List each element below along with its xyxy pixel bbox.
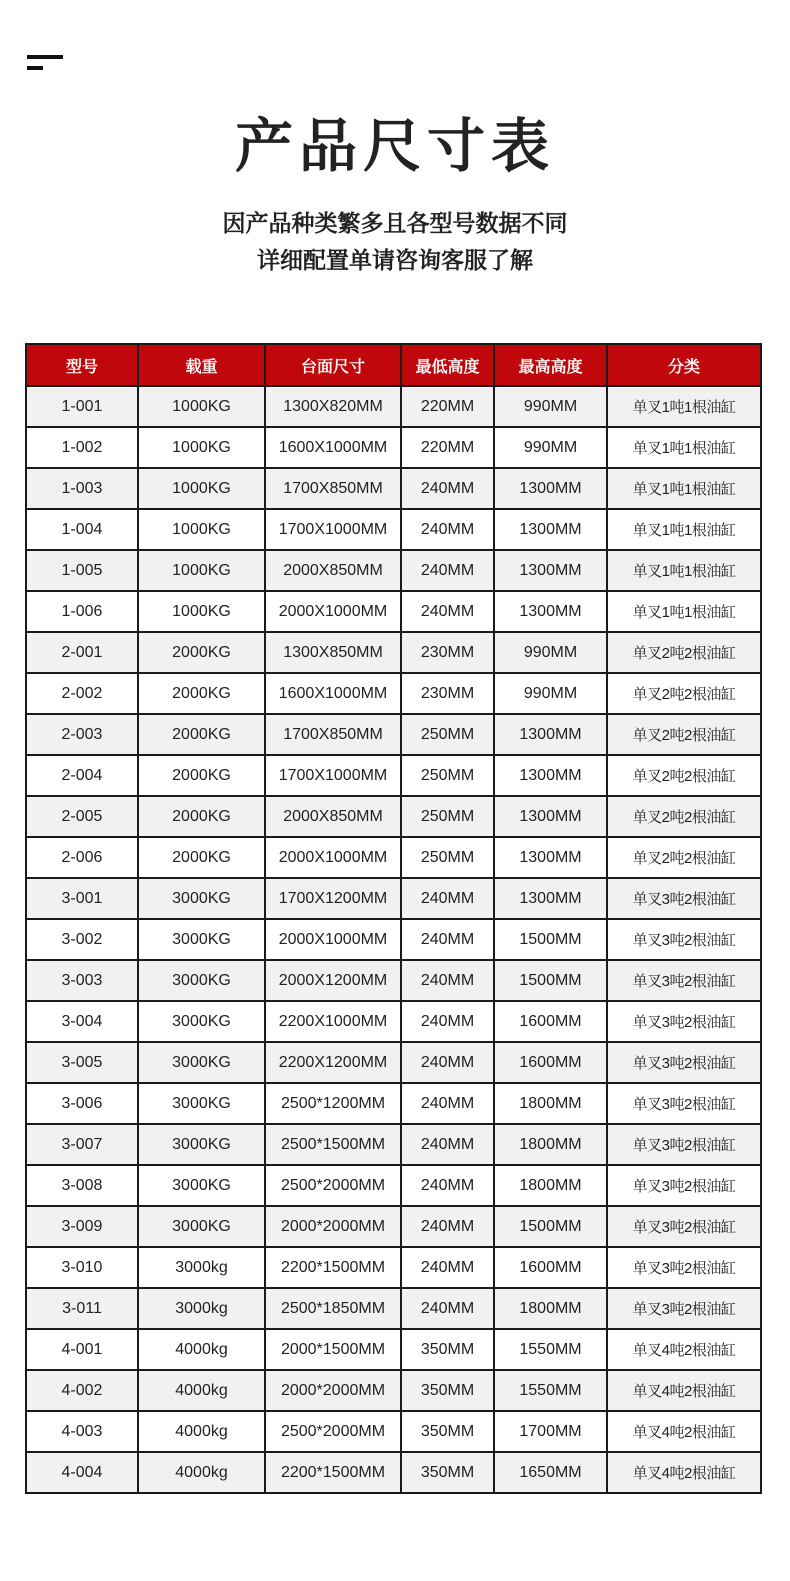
cell-max-height: 1800MM bbox=[494, 1083, 607, 1124]
cell-max-height: 990MM bbox=[494, 427, 607, 468]
table-row bbox=[26, 673, 761, 714]
cell-load: 3000KG bbox=[138, 1042, 265, 1083]
cell-load: 4000kg bbox=[138, 1370, 265, 1411]
cell-category: 单叉1吨1根油缸 bbox=[607, 468, 761, 509]
cell-min-height: 240MM bbox=[401, 1124, 494, 1165]
cell-category: 单叉2吨2根油缸 bbox=[607, 673, 761, 714]
cell-max-height: 1500MM bbox=[494, 960, 607, 1001]
table-row bbox=[26, 878, 761, 919]
cell-model: 2-002 bbox=[26, 673, 138, 714]
cell-min-height: 240MM bbox=[401, 550, 494, 591]
table-row bbox=[26, 837, 761, 878]
table-row bbox=[26, 509, 761, 550]
cell-category: 单叉3吨2根油缸 bbox=[607, 919, 761, 960]
cell-model: 3-006 bbox=[26, 1083, 138, 1124]
cell-category: 单叉3吨2根油缸 bbox=[607, 1083, 761, 1124]
cell-load: 3000KG bbox=[138, 1001, 265, 1042]
product-size-table bbox=[25, 343, 762, 1494]
cell-platform-size: 2000*2000MM bbox=[265, 1370, 401, 1411]
cell-load: 3000KG bbox=[138, 1206, 265, 1247]
cell-platform-size: 2500*2000MM bbox=[265, 1411, 401, 1452]
cell-category: 单叉3吨2根油缸 bbox=[607, 1001, 761, 1042]
cell-platform-size: 1700X850MM bbox=[265, 468, 401, 509]
menu-lines-icon bbox=[27, 55, 67, 75]
cell-platform-size: 2200X1200MM bbox=[265, 1042, 401, 1083]
cell-min-height: 220MM bbox=[401, 386, 494, 427]
cell-max-height: 1550MM bbox=[494, 1370, 607, 1411]
table-row bbox=[26, 386, 761, 427]
cell-model: 4-004 bbox=[26, 1452, 138, 1493]
cell-load: 2000KG bbox=[138, 796, 265, 837]
cell-min-height: 240MM bbox=[401, 509, 494, 550]
cell-max-height: 1300MM bbox=[494, 509, 607, 550]
cell-min-height: 240MM bbox=[401, 960, 494, 1001]
table-row bbox=[26, 714, 761, 755]
cell-load: 1000KG bbox=[138, 427, 265, 468]
cell-min-height: 350MM bbox=[401, 1452, 494, 1493]
cell-platform-size: 2000*2000MM bbox=[265, 1206, 401, 1247]
cell-max-height: 1300MM bbox=[494, 878, 607, 919]
cell-category: 单叉4吨2根油缸 bbox=[607, 1370, 761, 1411]
cell-model: 2-003 bbox=[26, 714, 138, 755]
cell-load: 3000KG bbox=[138, 919, 265, 960]
cell-max-height: 1300MM bbox=[494, 755, 607, 796]
cell-category: 单叉4吨2根油缸 bbox=[607, 1411, 761, 1452]
cell-platform-size: 1700X1000MM bbox=[265, 509, 401, 550]
cell-model: 3-004 bbox=[26, 1001, 138, 1042]
cell-min-height: 240MM bbox=[401, 1165, 494, 1206]
cell-load: 1000KG bbox=[138, 468, 265, 509]
cell-min-height: 350MM bbox=[401, 1411, 494, 1452]
cell-max-height: 1550MM bbox=[494, 1329, 607, 1370]
cell-max-height: 990MM bbox=[494, 673, 607, 714]
cell-load: 2000KG bbox=[138, 837, 265, 878]
cell-model: 3-007 bbox=[26, 1124, 138, 1165]
table-row bbox=[26, 1001, 761, 1042]
cell-model: 3-001 bbox=[26, 878, 138, 919]
cell-load: 3000kg bbox=[138, 1247, 265, 1288]
table-row bbox=[26, 1165, 761, 1206]
cell-platform-size: 1700X1200MM bbox=[265, 878, 401, 919]
cell-model: 4-003 bbox=[26, 1411, 138, 1452]
cell-max-height: 1300MM bbox=[494, 837, 607, 878]
cell-min-height: 350MM bbox=[401, 1370, 494, 1411]
cell-platform-size: 2000*1500MM bbox=[265, 1329, 401, 1370]
cell-model: 1-003 bbox=[26, 468, 138, 509]
cell-platform-size: 2200*1500MM bbox=[265, 1452, 401, 1493]
cell-min-height: 240MM bbox=[401, 1288, 494, 1329]
cell-model: 3-003 bbox=[26, 960, 138, 1001]
cell-max-height: 990MM bbox=[494, 386, 607, 427]
cell-min-height: 250MM bbox=[401, 755, 494, 796]
table-row bbox=[26, 1083, 761, 1124]
table-row bbox=[26, 591, 761, 632]
cell-max-height: 1500MM bbox=[494, 1206, 607, 1247]
table-row bbox=[26, 1206, 761, 1247]
cell-category: 单叉3吨2根油缸 bbox=[607, 878, 761, 919]
cell-platform-size: 2000X1200MM bbox=[265, 960, 401, 1001]
cell-load: 2000KG bbox=[138, 755, 265, 796]
cell-platform-size: 1300X820MM bbox=[265, 386, 401, 427]
cell-category: 单叉2吨2根油缸 bbox=[607, 714, 761, 755]
cell-category: 单叉2吨2根油缸 bbox=[607, 632, 761, 673]
cell-model: 3-010 bbox=[26, 1247, 138, 1288]
cell-category: 单叉3吨2根油缸 bbox=[607, 1247, 761, 1288]
cell-model: 4-002 bbox=[26, 1370, 138, 1411]
cell-min-height: 240MM bbox=[401, 878, 494, 919]
cell-category: 单叉2吨2根油缸 bbox=[607, 837, 761, 878]
cell-load: 3000KG bbox=[138, 1165, 265, 1206]
cell-platform-size: 2000X850MM bbox=[265, 796, 401, 837]
cell-platform-size: 2200X1000MM bbox=[265, 1001, 401, 1042]
cell-max-height: 990MM bbox=[494, 632, 607, 673]
cell-min-height: 240MM bbox=[401, 919, 494, 960]
table-row bbox=[26, 796, 761, 837]
cell-min-height: 240MM bbox=[401, 591, 494, 632]
cell-platform-size: 1600X1000MM bbox=[265, 427, 401, 468]
column-header-load: 载重 bbox=[138, 344, 265, 386]
cell-min-height: 250MM bbox=[401, 837, 494, 878]
cell-category: 单叉4吨2根油缸 bbox=[607, 1329, 761, 1370]
table-row bbox=[26, 1247, 761, 1288]
table-body bbox=[26, 386, 761, 1493]
cell-load: 2000KG bbox=[138, 632, 265, 673]
cell-category: 单叉3吨2根油缸 bbox=[607, 960, 761, 1001]
page-title: 产品尺寸表 bbox=[234, 112, 555, 180]
column-header-min-height: 最低高度 bbox=[401, 344, 494, 386]
table-row bbox=[26, 1288, 761, 1329]
cell-max-height: 1500MM bbox=[494, 919, 607, 960]
cell-min-height: 350MM bbox=[401, 1329, 494, 1370]
cell-max-height: 1300MM bbox=[494, 550, 607, 591]
cell-platform-size: 2500*1200MM bbox=[265, 1083, 401, 1124]
cell-category: 单叉1吨1根油缸 bbox=[607, 427, 761, 468]
cell-model: 1-002 bbox=[26, 427, 138, 468]
column-header-platform-size: 台面尺寸 bbox=[265, 344, 401, 386]
cell-platform-size: 1700X1000MM bbox=[265, 755, 401, 796]
cell-load: 1000KG bbox=[138, 509, 265, 550]
cell-model: 1-004 bbox=[26, 509, 138, 550]
cell-max-height: 1800MM bbox=[494, 1288, 607, 1329]
cell-category: 单叉1吨1根油缸 bbox=[607, 509, 761, 550]
cell-load: 1000KG bbox=[138, 591, 265, 632]
subtitle-line-1: 因产品种类繁多且各型号数据不同 bbox=[222, 211, 568, 237]
cell-load: 3000KG bbox=[138, 1083, 265, 1124]
cell-load: 4000kg bbox=[138, 1329, 265, 1370]
column-header-model: 型号 bbox=[26, 344, 138, 386]
cell-min-height: 240MM bbox=[401, 1042, 494, 1083]
table-row bbox=[26, 755, 761, 796]
table-row bbox=[26, 1370, 761, 1411]
cell-load: 2000KG bbox=[138, 714, 265, 755]
table-header-row bbox=[26, 344, 761, 386]
table-row bbox=[26, 1452, 761, 1493]
cell-category: 单叉1吨1根油缸 bbox=[607, 591, 761, 632]
table-row bbox=[26, 632, 761, 673]
table-row bbox=[26, 960, 761, 1001]
cell-model: 2-005 bbox=[26, 796, 138, 837]
cell-min-height: 250MM bbox=[401, 796, 494, 837]
table-row bbox=[26, 1329, 761, 1370]
cell-load: 4000kg bbox=[138, 1411, 265, 1452]
cell-min-height: 220MM bbox=[401, 427, 494, 468]
cell-platform-size: 2000X1000MM bbox=[265, 919, 401, 960]
cell-max-height: 1800MM bbox=[494, 1124, 607, 1165]
cell-model: 2-004 bbox=[26, 755, 138, 796]
cell-model: 1-006 bbox=[26, 591, 138, 632]
cell-category: 单叉3吨2根油缸 bbox=[607, 1124, 761, 1165]
cell-min-height: 230MM bbox=[401, 673, 494, 714]
cell-max-height: 1300MM bbox=[494, 591, 607, 632]
cell-min-height: 250MM bbox=[401, 714, 494, 755]
cell-platform-size: 2500*2000MM bbox=[265, 1165, 401, 1206]
cell-category: 单叉3吨2根油缸 bbox=[607, 1288, 761, 1329]
cell-category: 单叉3吨2根油缸 bbox=[607, 1165, 761, 1206]
cell-load: 3000KG bbox=[138, 960, 265, 1001]
cell-platform-size: 1600X1000MM bbox=[265, 673, 401, 714]
cell-load: 2000KG bbox=[138, 673, 265, 714]
cell-model: 3-008 bbox=[26, 1165, 138, 1206]
cell-platform-size: 2000X1000MM bbox=[265, 837, 401, 878]
cell-max-height: 1600MM bbox=[494, 1247, 607, 1288]
cell-load: 3000KG bbox=[138, 878, 265, 919]
table-row bbox=[26, 468, 761, 509]
cell-max-height: 1600MM bbox=[494, 1001, 607, 1042]
cell-category: 单叉3吨2根油缸 bbox=[607, 1206, 761, 1247]
table-row bbox=[26, 1411, 761, 1452]
table-row bbox=[26, 919, 761, 960]
cell-platform-size: 2200*1500MM bbox=[265, 1247, 401, 1288]
cell-model: 1-005 bbox=[26, 550, 138, 591]
cell-load: 4000kg bbox=[138, 1452, 265, 1493]
cell-max-height: 1300MM bbox=[494, 468, 607, 509]
cell-load: 3000kg bbox=[138, 1288, 265, 1329]
cell-category: 单叉3吨2根油缸 bbox=[607, 1042, 761, 1083]
cell-model: 2-006 bbox=[26, 837, 138, 878]
cell-category: 单叉4吨2根油缸 bbox=[607, 1452, 761, 1493]
cell-platform-size: 1300X850MM bbox=[265, 632, 401, 673]
cell-max-height: 1800MM bbox=[494, 1165, 607, 1206]
cell-max-height: 1700MM bbox=[494, 1411, 607, 1452]
table-row bbox=[26, 550, 761, 591]
cell-max-height: 1300MM bbox=[494, 714, 607, 755]
cell-platform-size: 2500*1500MM bbox=[265, 1124, 401, 1165]
cell-model: 1-001 bbox=[26, 386, 138, 427]
cell-model: 3-011 bbox=[26, 1288, 138, 1329]
cell-model: 3-005 bbox=[26, 1042, 138, 1083]
cell-min-height: 230MM bbox=[401, 632, 494, 673]
cell-platform-size: 1700X850MM bbox=[265, 714, 401, 755]
table-row bbox=[26, 427, 761, 468]
cell-max-height: 1300MM bbox=[494, 796, 607, 837]
cell-min-height: 240MM bbox=[401, 1001, 494, 1042]
cell-platform-size: 2000X1000MM bbox=[265, 591, 401, 632]
cell-platform-size: 2500*1850MM bbox=[265, 1288, 401, 1329]
cell-model: 3-002 bbox=[26, 919, 138, 960]
cell-load: 1000KG bbox=[138, 550, 265, 591]
table-row bbox=[26, 1042, 761, 1083]
cell-model: 3-009 bbox=[26, 1206, 138, 1247]
cell-max-height: 1650MM bbox=[494, 1452, 607, 1493]
column-header-max-height: 最高高度 bbox=[494, 344, 607, 386]
column-header-category: 分类 bbox=[607, 344, 761, 386]
cell-min-height: 240MM bbox=[401, 1083, 494, 1124]
cell-category: 单叉1吨1根油缸 bbox=[607, 550, 761, 591]
cell-load: 1000KG bbox=[138, 386, 265, 427]
cell-model: 2-001 bbox=[26, 632, 138, 673]
cell-category: 单叉2吨2根油缸 bbox=[607, 796, 761, 837]
table-row bbox=[26, 1124, 761, 1165]
cell-load: 3000KG bbox=[138, 1124, 265, 1165]
cell-max-height: 1600MM bbox=[494, 1042, 607, 1083]
subtitle-line-2: 详细配置单请咨询客服了解 bbox=[257, 248, 533, 274]
cell-min-height: 240MM bbox=[401, 468, 494, 509]
cell-category: 单叉1吨1根油缸 bbox=[607, 386, 761, 427]
cell-model: 4-001 bbox=[26, 1329, 138, 1370]
cell-min-height: 240MM bbox=[401, 1206, 494, 1247]
cell-platform-size: 2000X850MM bbox=[265, 550, 401, 591]
cell-min-height: 240MM bbox=[401, 1247, 494, 1288]
cell-category: 单叉2吨2根油缸 bbox=[607, 755, 761, 796]
